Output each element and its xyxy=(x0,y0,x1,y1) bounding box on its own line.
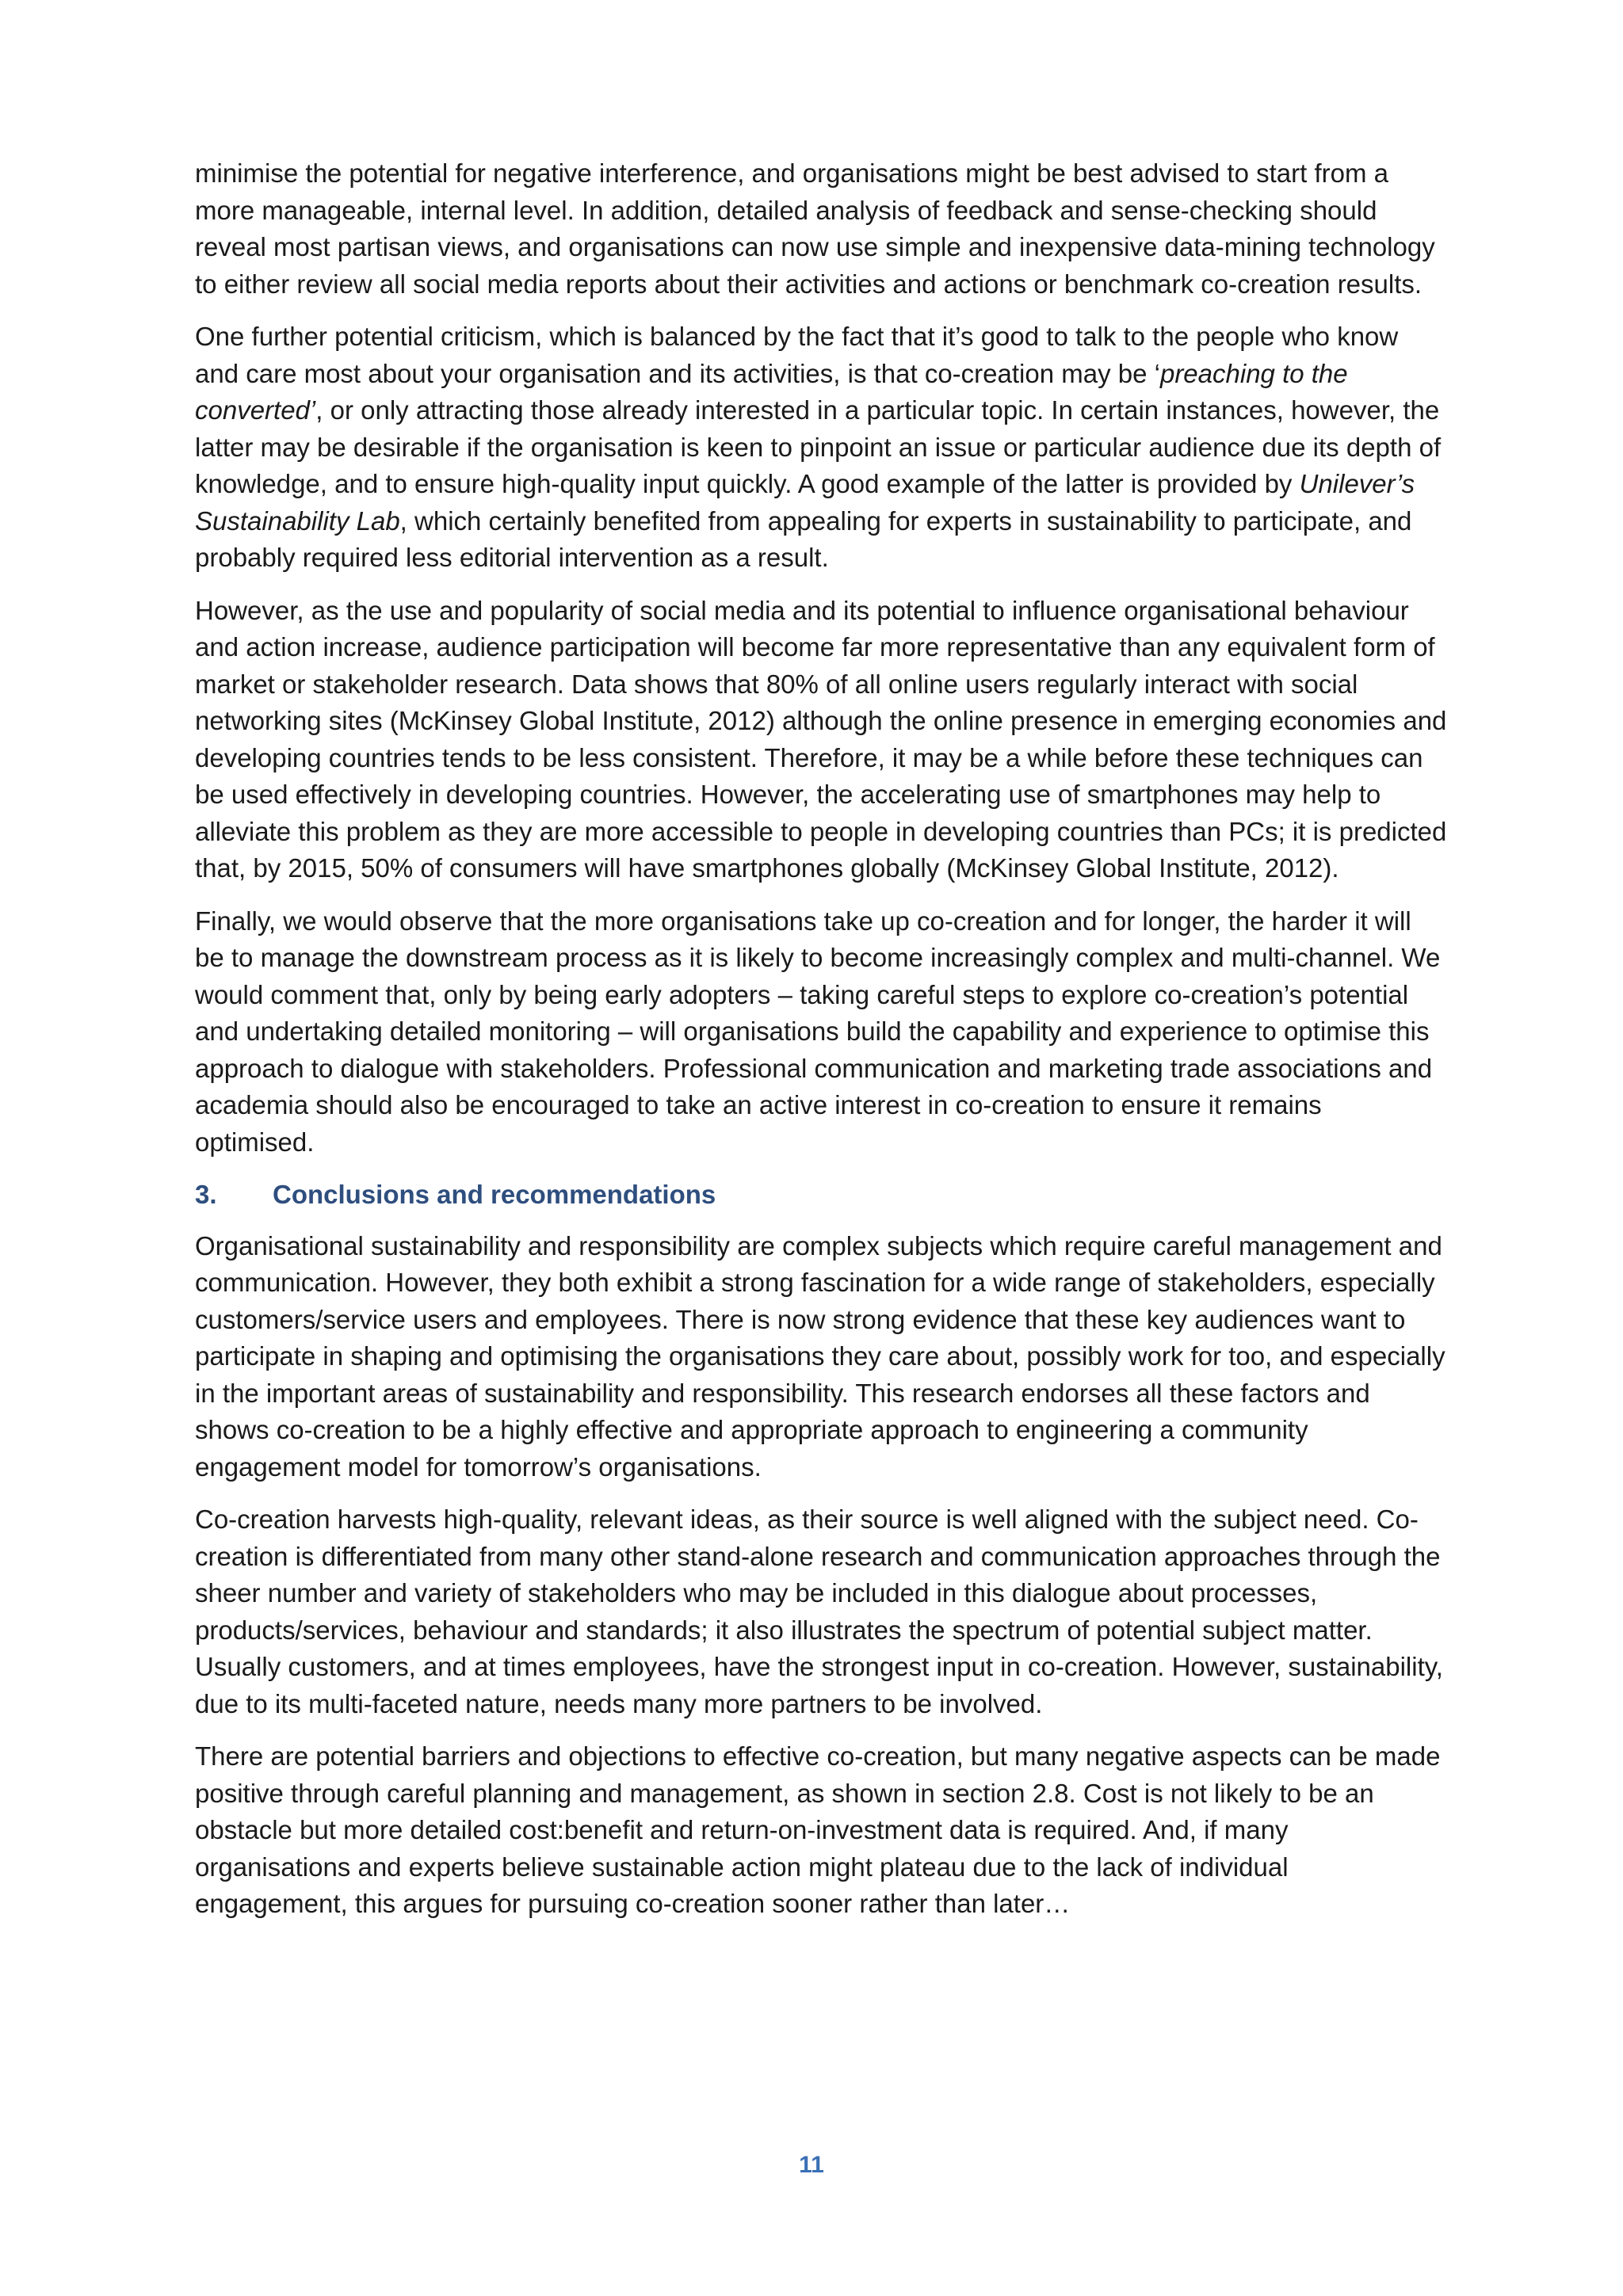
document-page xyxy=(195,155,1447,1939)
section-heading xyxy=(195,1177,1447,1214)
paragraph-criticism-italic-unilever: Unilever’s Sustainability Lab xyxy=(195,469,1415,536)
paragraph-finally: Finally, we would observe that the more organisations take up co-creation and for longer, the harder it will be to manage the downstream process as it is likely to become increasingly complex and multi-channel. We would comment that, only by being early adopters – taking careful steps to explore co-creation’s potential and undertaking detailed monitoring – will organisations build the capability and experience to optimise this approach to dialogue with stakeholders. Professional communication and marketing trade associations and academia should also be encouraged to take an active interest in co-creation to ensure it remains optimised. xyxy=(195,906,1441,1157)
paragraph-co-creation-harvests: Co-creation harvests high-quality, relevant ideas, as their source is well aligned with the subject need. Co-creation is differentiated from many other stand-alone research and communication approaches through the sheer number and variety of stakeholders who may be included in this dialogue about processes, products/services, behaviour and standards; it also illustrates the spectrum of potential subject matter. Usually customers, and at times employees, have the strongest input in co-creation. However, sustainability, due to its multi-faceted nature, needs many more partners to be involved. xyxy=(195,1505,1443,1718)
paragraph-criticism xyxy=(195,318,1447,577)
paragraph-criticism-italic-preaching: preaching to the converted’ xyxy=(195,358,1348,425)
paragraph-criticism-text-c: , or only attracting those already interested in a particular topic. In certain instances, however, the latter may be desirable if the organisation is keen to pinpoint an issue or particular audience due its depth of knowledge, and to ensure high-quality input quickly. A good example of the latter is provided by xyxy=(195,395,1442,498)
paragraph-criticism-text-a: One further potential criticism, which is balanced by the fact that it’s good to talk to the people who know and care most about your organisation and its activities, is that co-creation may be ‘ xyxy=(195,322,1399,388)
page-number: 11 xyxy=(799,2152,824,2178)
section-number: 3. xyxy=(195,1180,217,1209)
paragraph-interference: minimise the potential for negative interference, and organisations might be best advised to start from a more manageable, internal level. In addition, detailed analysis of feedback and sense-checking should reveal most partisan views, and organisations can now use simple and inexpensive data-mining technology to either review all social media reports about their activities and actions or benchmark co-creation results. xyxy=(195,158,1435,299)
paragraph-criticism-text-e: , which certainly benefited from appealing for experts in sustainability to participate, and probably required less editorial intervention as a result. xyxy=(195,505,1412,572)
paragraph-barriers: There are potential barriers and objections to effective co-creation, but many negative aspects can be made positive through careful planning and management, as shown in section 2.8. Cost is not likely to be an obstacle but more detailed cost:benefit and return-on-investment data is required. And, if many organisations and experts believe sustainable action might plateau due to the lack of individual engagement, this argues for pursuing co-creation sooner rather than later… xyxy=(195,1741,1441,1918)
section-title: Conclusions and recommendations xyxy=(273,1180,716,1209)
paragraph-social-media: However, as the use and popularity of social media and its potential to influence organisational behaviour and action increase, audience participation will become far more representative than any equivalent form of market or stakeholder research. Data shows that 80% of all online users regularly interact with social networking sites (McKinsey Global Institute, 2012) although the online presence in emerging economies and developing countries tends to be less consistent. Therefore, it may be a while before these techniques can be used effectively in developing countries. However, the accelerating use of smartphones may help to alleviate this problem as they are more accessible to people in developing countries than PCs; it is predicted that, by 2015, 50% of consumers will have smartphones globally (McKinsey Global Institute, 2012). xyxy=(195,595,1447,883)
paragraph-organisational: Organisational sustainability and responsibility are complex subjects which require careful management and communication. However, they both exhibit a strong fascination for a wide range of stakeholders, especially customers/service users and employees. There is now strong evidence that these key audiences want to participate in shaping and optimising the organisations they care about, possibly work for too, and especially in the important areas of sustainability and responsibility. This research endorses all these factors and shows co-creation to be a highly effective and appropriate approach to engineering a community engagement model for tomorrow’s organisations. xyxy=(195,1230,1445,1482)
